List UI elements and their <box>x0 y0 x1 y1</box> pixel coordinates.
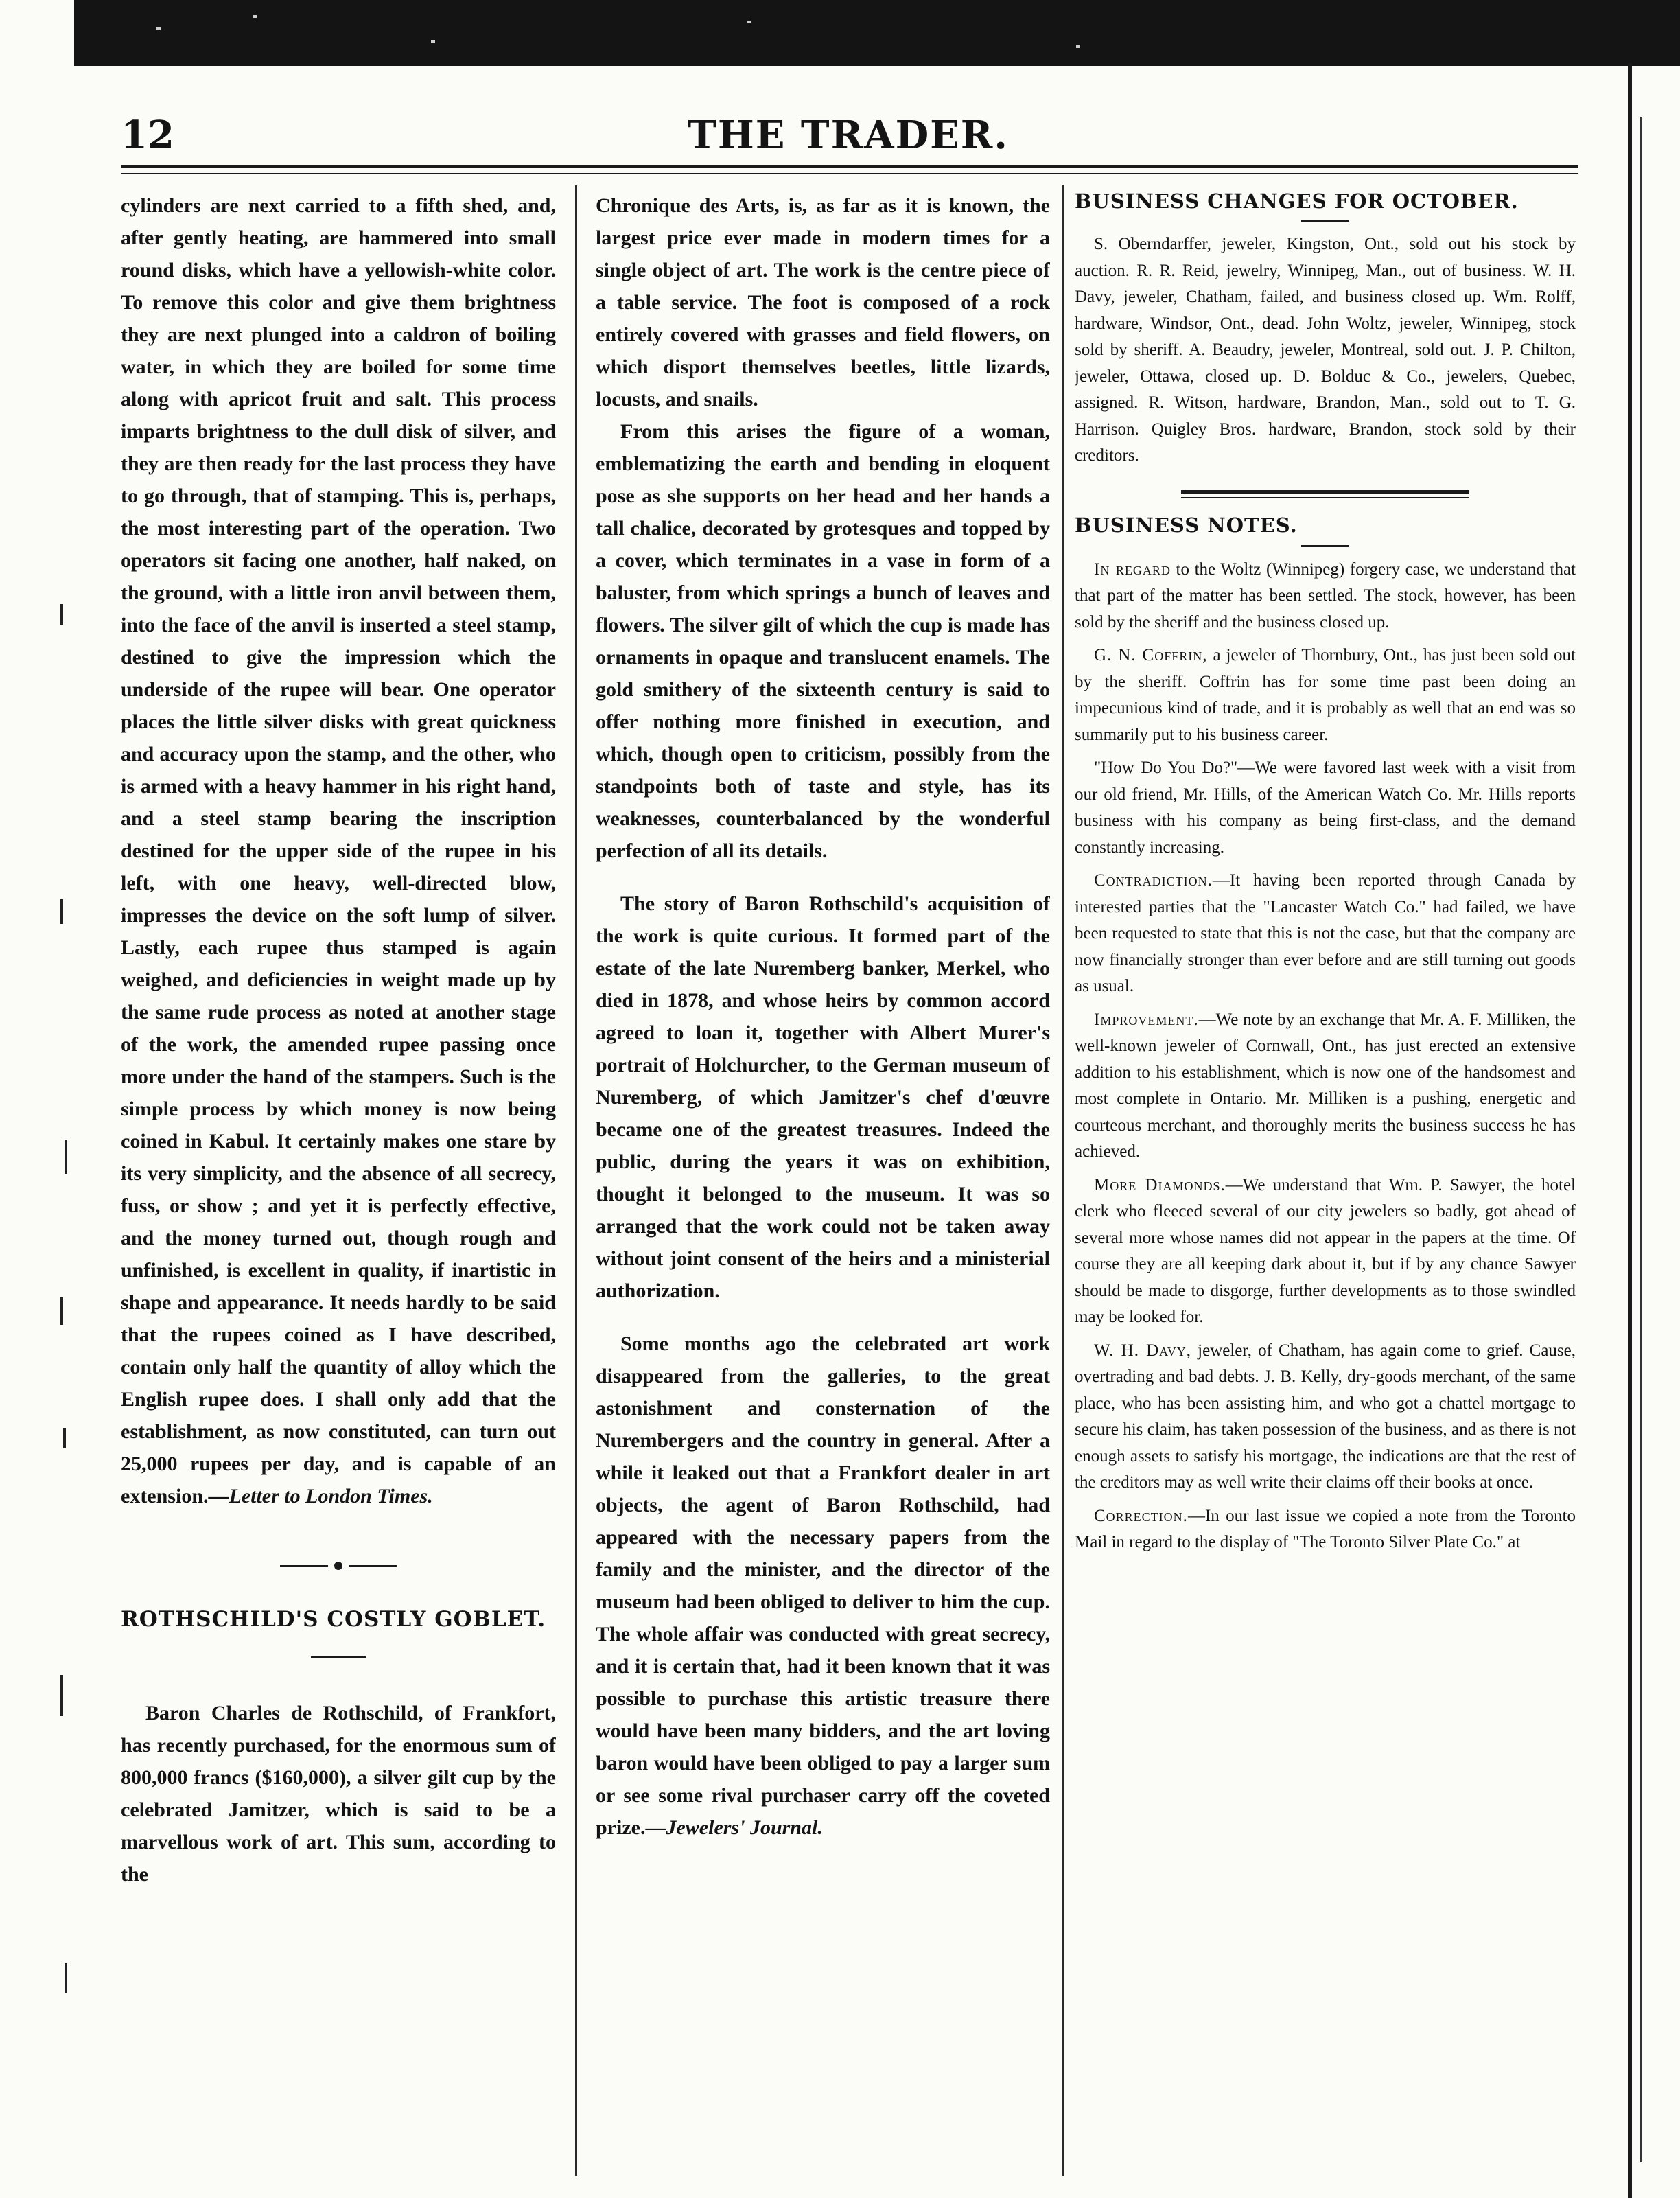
note-improvement: Improvement.—We note by an exchange that Mr. A. F. Milliken, the well-known jeweler of Cornwall, Ont., has just erected an extensive addition to his establishment, which is now one of the handsomest and most complete in Ontario. Mr. Milliken is a pushing, energetic and courteous merchant, and thoroughly merits the business success he has achieved. <box>1075 1010 1576 1161</box>
heading-dash <box>311 1656 366 1658</box>
kabul-source: Letter to London Times. <box>229 1485 433 1507</box>
note-contradiction: Contradiction.—It having been reported through Canada by interested parties that the "Lancaster Watch Co." had failed, we have been requested to state that this is not the case, but that the company are now financially stronger than ever before and are still turning out goods as usual. <box>1075 871 1576 995</box>
column-divider-right <box>1062 185 1064 2176</box>
scan-right-edge-inner <box>1640 117 1642 2162</box>
section-double-rule <box>1181 490 1469 498</box>
goblet-paragraph-1: Baron Charles de Rothschild, of Frankfort, has recently purchased, for the enormous sum of 800,000 francs ($160,000), a silver gilt cup by the celebrated Jamitzer, which is said to be a marvellous work of art. This sum, according to the <box>121 1702 556 1886</box>
note-correction: Correction.—In our last issue we copied a note from the Toronto Mail in regard to the display of "The Toronto Silver Plate Co." at <box>1075 1506 1576 1551</box>
article-heading-goblet: ROTHSCHILD'S COSTLY GOBLET. <box>121 1607 546 1632</box>
goblet-paragraph-2: Chronique des Arts, is, as far as it is known, the largest price ever made in modern times for a single object of art. The work is the centre piece of a table service. The foot is composed of a rock entirely covered with grasses and field flowers, on which disport themselves beetles, little lizards, locusts, and snails. <box>596 194 1050 410</box>
article-kabul-mint-body <box>121 189 556 1512</box>
column-divider-left <box>575 185 577 2176</box>
note-davy: W. H. Davy, jeweler, of Chatham, has again come to grief. Cause, overtrading and bad debts. J. B. Kelly, dry-goods merchant, of the same place, who has been assisting him, and who got a chattel mortgage to secure his claim, has taken possession of the business, and as there is not enough assets to satisfy his mortgage, the indications are that the rest of the creditors may as well write their claims off their books at once. <box>1075 1341 1576 1492</box>
business-changes-heading: BUSINESS CHANGES FOR OCTOBER. <box>1075 189 1519 213</box>
note-woltz: In regard to the Woltz (Winnipeg) forgery case, we understand that that part of the matter has been settled. The stock, however, has been sold by the sheriff and the business closed up. <box>1075 559 1576 632</box>
scan-margin-marks <box>60 604 88 2183</box>
goblet-paragraph-5 <box>596 1328 1050 1844</box>
page-number: 12 <box>121 113 174 158</box>
goblet-paragraph-4: The story of Baron Rothschild's acquisition of the work is quite curious. It formed part of the estate of the late Nuremberg banker, Merkel, who died in 1878, and whose heirs by common accord agreed to loan it, together with Albert Murer's portrait of Holchurcher, to the German museum of Nuremberg, of which Jamitzer's chef d'œuvre became one of the greatest treasures. Indeed the public, during the years it was on exhibition, thought it belonged to the museum. It was so arranged that the work could not be taken away without joint consent of the heirs and a ministerial authorization. <box>596 892 1050 1302</box>
goblet-paragraph-3: From this arises the figure of a woman, emblematizing the earth and bending in eloquent pose as she supports on her head and her hands a tall chalice, decorated by grotesques and topped by a cover, which terminates in a vase in form of a baluster, from which springs a bunch of leaves and flowers. The silver gilt of which the cup is made has ornaments in opaque and translucent enamels. The gold smithery of the sixteenth century is said to offer nothing more finished in execution, and which, though open to criticism, possibly from the standpoints both of taste and style, has its weaknesses, counterbalanced by the wonderful perfection of all its details. <box>596 420 1050 862</box>
column-middle <box>596 189 1050 2177</box>
column-left <box>121 189 556 2177</box>
business-changes-list: S. Oberndarffer, jeweler, Kingston, Ont., sold out his stock by auction. R. R. Reid, jewelry, Winnipeg, Man., out of business. W. H. Davy, jeweler, Chatham, failed, and business closed up. Wm. Rolff, hardware, Windsor, Ont., dead. John Woltz, jeweler, Winnipeg, stock sold by sheriff. A. Beaudry, jeweler, Montreal, sold out. J. P. Chilton, jeweler, Ottawa, closed up. D. Bolduc & Co., jewelers, Quebec, assigned. R. Witson, hardware, Brandon, Man., sold out to T. G. Harrison. Quigley Bros. hardware, Brandon, stock sold by their creditors. <box>1075 235 1576 465</box>
business-notes-heading: BUSINESS NOTES. <box>1075 513 1298 537</box>
note-how-do-you-do: "How Do You Do?"—We were favored last week with a visit from our old friend, Mr. Hills, of the American Watch Co. Mr. Hills reports business with his company as being first-class, and the demand constantly increasing. <box>1075 759 1576 857</box>
heading-dash <box>1301 220 1349 222</box>
header-rule-thin <box>121 173 1578 174</box>
column-right <box>1075 189 1576 2177</box>
header-rule <box>121 165 1578 168</box>
heading-dash <box>1301 545 1349 547</box>
page-header <box>121 113 1576 162</box>
goblet-source: Jewelers' Journal. <box>666 1816 823 1839</box>
masthead-title: THE TRADER. <box>688 113 1009 158</box>
kabul-text: cylinders are next carried to a fifth shed, and, after gently heating, are hammered into small round disks, which have a yellowish-white color. To remove this color and give them brightness they are next plunged into a caldron of boiling water, in which they are boiled for some time along with apricot fruit and salt. This process imparts brightness to the dull disk of silver, and they are then ready for the last process they have to go through, that of stamping. This is, perhaps, the most interesting part of the operation. Two operators sit facing one another, half naked, on the ground, with a little iron anvil between them, into the face of the anvil is inserted a steel stamp, destined to give the impression which the underside of the rupee will bear. One operator places the little silver disks with great quickness and accuracy upon the stamp, and the other, who is armed with a heavy hammer in his right hand, and a steel stamp bearing the inscription destined for the upper side of the rupee in his left, with one heavy, well-directed blow, impresses the device on the soft lump of silver. Lastly, each rupee thus stamped is again weighed, and deficiencies in weight made up by the same rude process as noted at another stage of the work, the amended rupee passing once more under the hand of the stampers. Such is the simple process by which money is now being coined in Kabul. It certainly makes one stare by its very simplicity, and the absence of all secrecy, fuss, or show ; and yet it is perfectly effective, and the money turned out, though rough and unfinished, is excellent in quality, if inartistic in shape and appearance. It needs hardly to be said that the rupees coined as I have described, contain only half the quantity of alloy which the English rupee does. I shall only add that the establishment, as now constituted, can turn out 25,000 rupees per day, and is capable of an extension.— <box>121 194 556 1507</box>
note-coffrin: G. N. Coffrin, a jeweler of Thornbury, Ont., has just been sold out by the sheriff. Coffrin has for some time past been doing an impecunious kind of trade, and it is probably as well that an end was so summarily put to his business career. <box>1075 646 1576 744</box>
note-more-diamonds: More Diamonds.—We understand that Wm. P. Sawyer, the hotel clerk who fleeced several of our city jewelers so badly, got ahead of several more whose names did not appear in the papers at the time. Of course they are all keeping dark about it, but if by any chance Sawyer should be made to disgorge, further developments as to those swindled may be looked for. <box>1075 1175 1576 1326</box>
section-ornament <box>280 1559 397 1573</box>
scan-right-edge <box>1628 63 1632 2198</box>
scan-top-edge <box>74 0 1680 66</box>
goblet-closing-text: Some months ago the celebrated art work disappeared from the galleries, to the great astonishment and consternation of the Nurembergers and the country in general. After a while it leaked out that a Frankfort dealer in art objects, the agent of Baron Rothschild, had appeared with the necessary papers from the family and the minister, and the director of the museum had been obliged to deliver to him the cup. The whole affair was conducted with great secrecy, and it is certain that, had it been known that it was possible to purchase this artistic treasure there would have been many bidders, and the art loving baron would have been obliged to pay a larger sum or see some rival purchaser carry off the coveted prize.— <box>596 1332 1050 1839</box>
